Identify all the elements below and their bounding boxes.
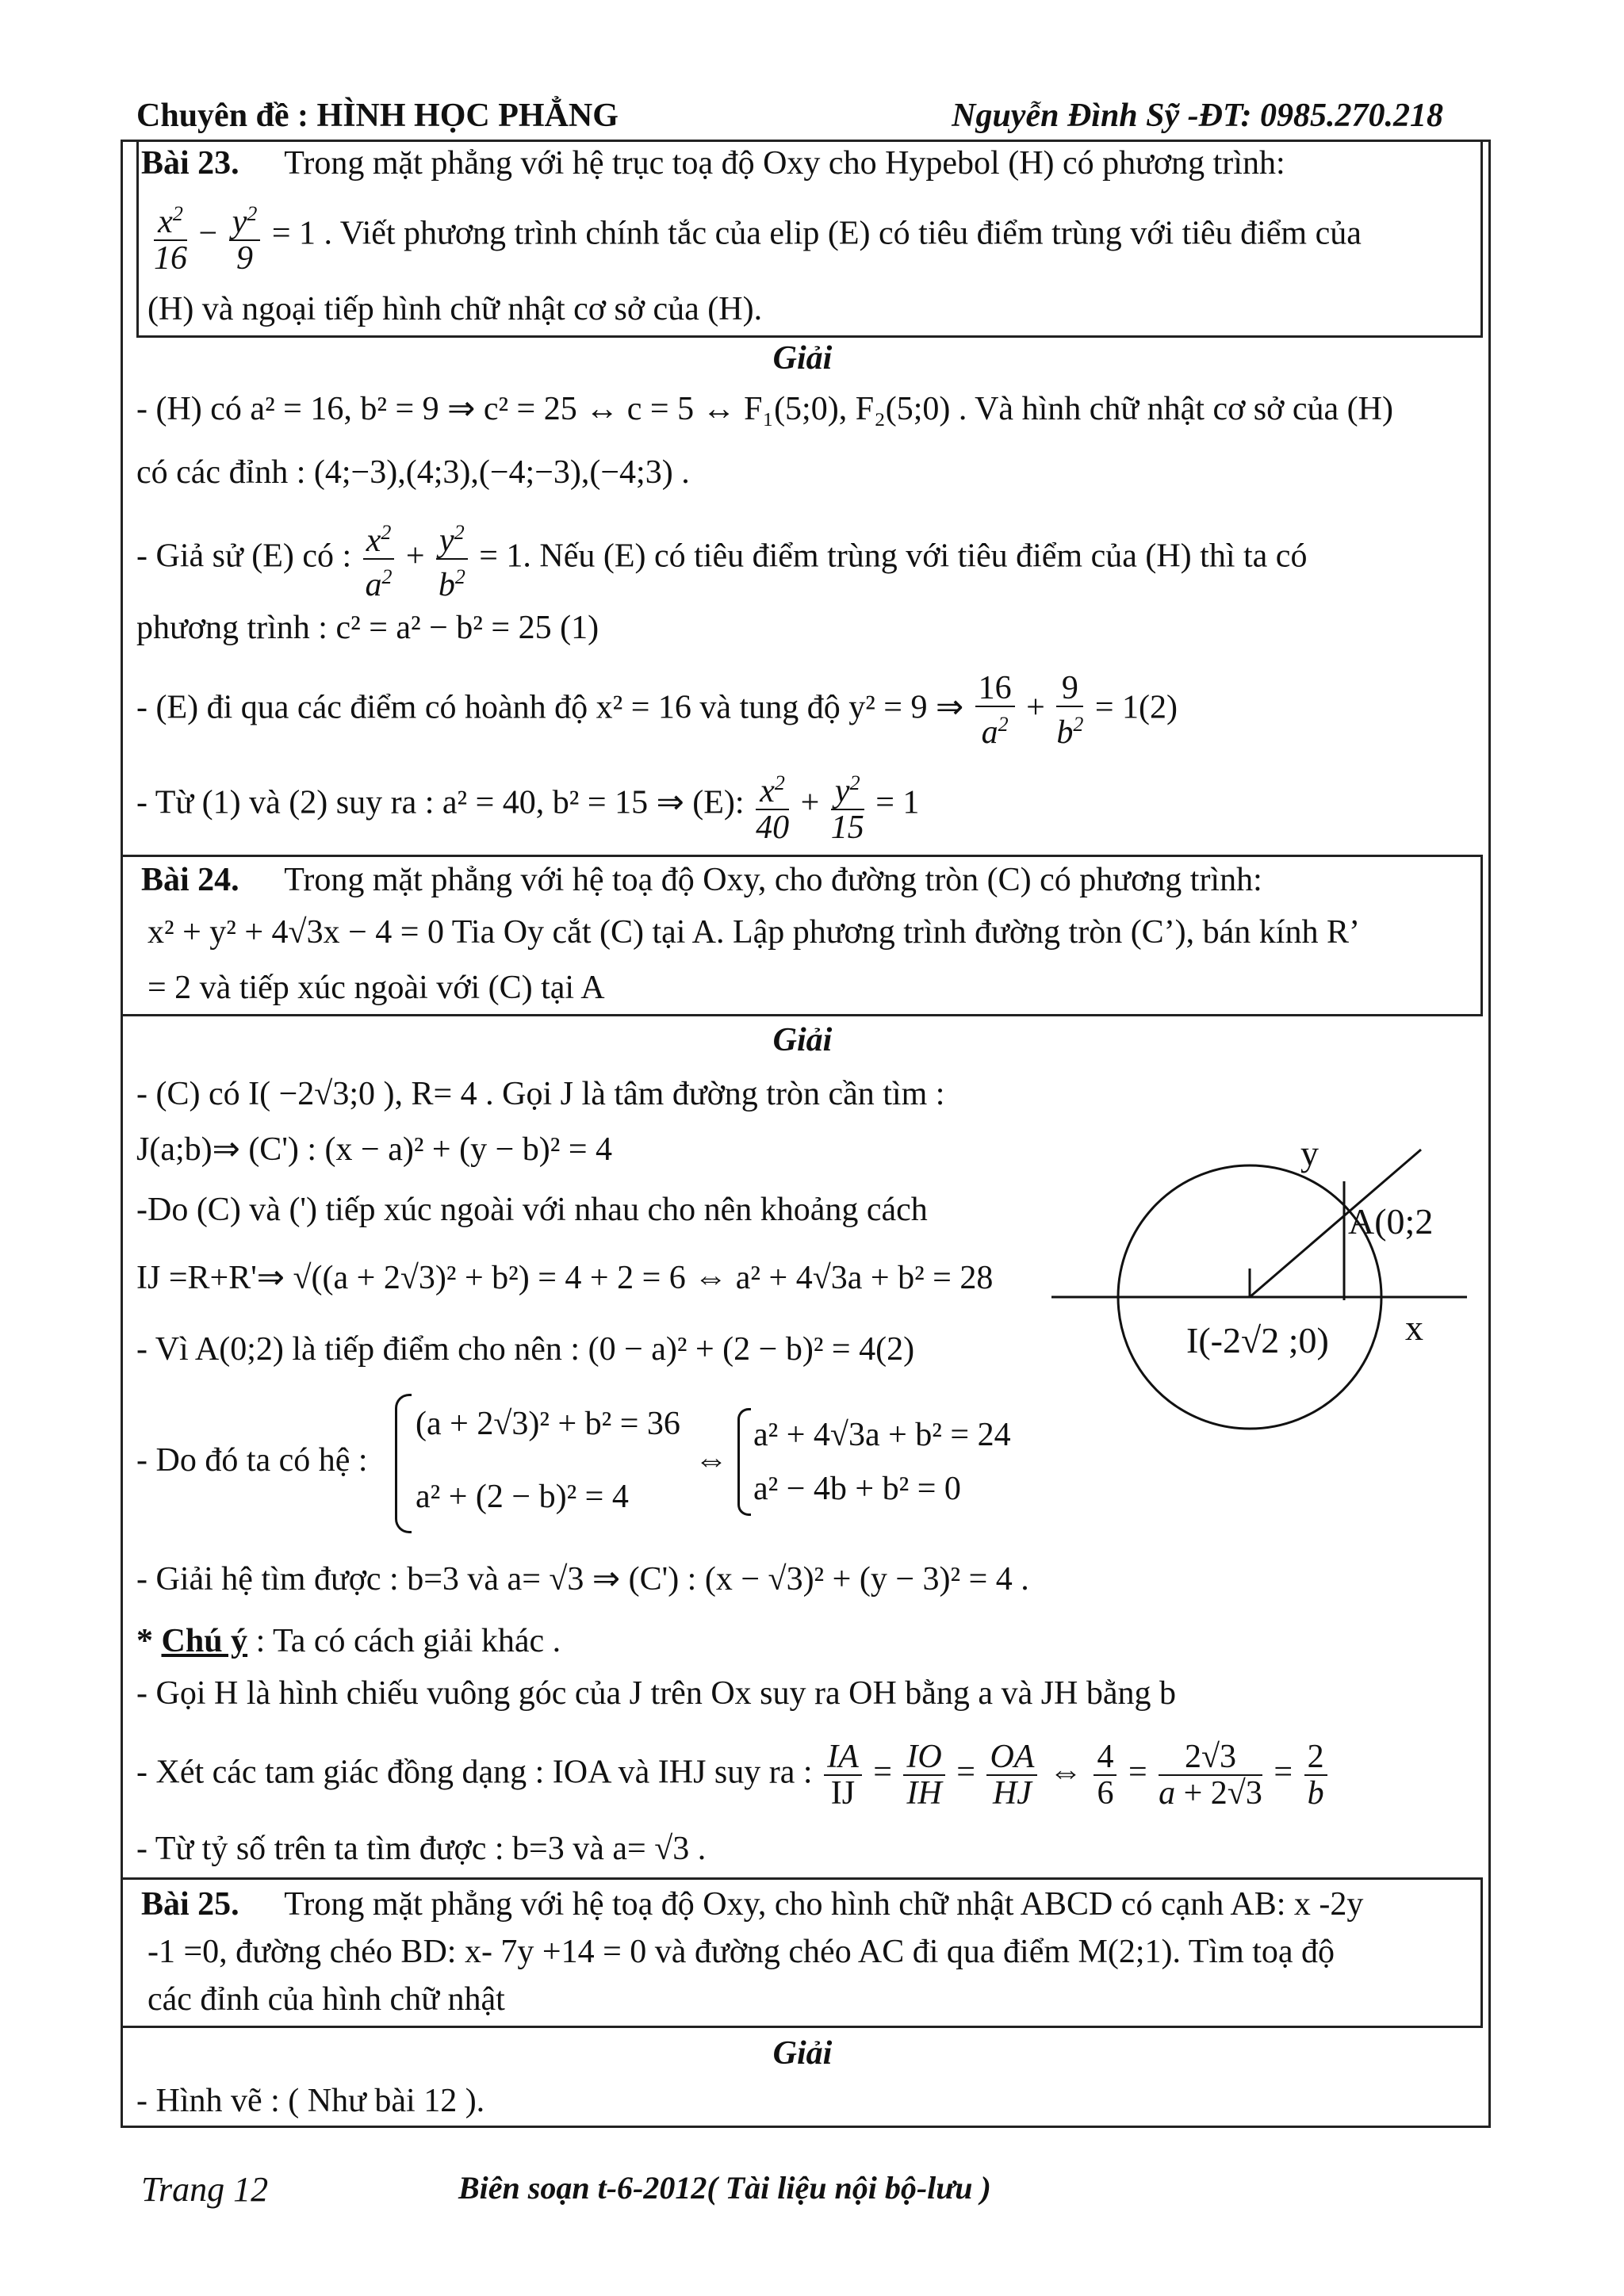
page-number: Trang 12: [141, 2170, 269, 2209]
fraction-y2-15: $\frac{y^2}{15}$: [831, 766, 864, 845]
sol23-line6: - Từ (1) và (2) suy ra : a² = 40, b² = 15 ⇒ (E): $\frac{x^2}{40}$ + $\frac{y^2}{15}$ = 1: [136, 766, 919, 845]
system1-eq1: (a + 2√3)² + b² = 36: [416, 1406, 680, 1442]
sol24-line7: - Giải hệ tìm được : b=3 và a= √3 ⇒ (C') : (x − √3)² + (y − 3)² = 4 .: [136, 1561, 1029, 1598]
sol25-line1: - Hình vẽ : ( Như bài 12 ).: [136, 2083, 485, 2119]
system1-eq2: a² + (2 − b)² = 4: [416, 1479, 629, 1515]
problem-23-text3: (H) và ngoại tiếp hình chữ nhật cơ sở của (H).: [147, 291, 763, 327]
problem-23-text1: Trong mặt phẳng với hệ trục toạ độ Oxy cho Hypebol (H) có phương trình:: [284, 145, 1285, 182]
fraction-9-b2: $\frac{9}{b^2}$: [1056, 670, 1084, 751]
sol24-line1: - (C) có I( −2√3;0 ), R= 4 . Gọi J là tâm đường tròn cần tìm :: [136, 1076, 945, 1112]
system2-eq1: a² + 4√3a + b² = 24: [753, 1417, 1011, 1453]
problem-23-line2: $\frac{x^2}{16}$ − $\frac{y^2}{9}$ = 1 . Viết phương trình chính tắc của elip (E) có tiêu điểm trùng với tiêu điểm của: [151, 197, 1362, 276]
sol23-line5b: = 1(2): [1094, 689, 1178, 726]
fraction-oa-hj: $\frac{OA}{HJ}$: [986, 1739, 1037, 1811]
sol24-line10: - Từ tỷ số trên ta tìm được : b=3 và a= √3 .: [136, 1831, 707, 1867]
solution-heading-23: Giải: [772, 340, 833, 377]
label-y: y: [1300, 1134, 1319, 1173]
sol24-line6a: - Do đó ta có hệ :: [136, 1442, 368, 1479]
solution-heading-25: Giải: [772, 2035, 833, 2072]
sol24-note: [136, 1621, 561, 1662]
sol23-line3b: = 1. Nếu (E) có tiêu điểm trùng với tiêu điểm của (H) thì ta có: [479, 538, 1308, 575]
fraction-y2-9: $\frac{y^2}{9}$: [229, 197, 261, 276]
fraction-io-ih: $\frac{IO}{IH}$: [903, 1739, 944, 1811]
fraction-2-b: $\frac{2}{b}$: [1304, 1739, 1327, 1811]
system-brace-right: [737, 1408, 751, 1516]
sol24-line5: - Vì A(0;2) là tiếp điểm cho nên : (0 − a)² + (2 − b)² = 4(2): [136, 1331, 915, 1368]
sol24-line2: J(a;b)⇒ (C') : (x − a)² + (y − b)² = 4: [136, 1131, 613, 1168]
problem-24-text3: = 2 và tiếp xúc ngoài với (C) tại A: [147, 970, 605, 1006]
problem-24-line1: [141, 859, 1262, 901]
geometry-figure: [1039, 1134, 1483, 1435]
page-header-right: Nguyễn Đình Sỹ -ĐT: 0985.270.218: [952, 98, 1443, 134]
fraction-y2-b2: $\frac{y^2}{b^2}$: [436, 515, 468, 603]
label-x: x: [1405, 1307, 1423, 1348]
problem-25-text2: -1 =0, đường chéo BD: x- 7y +14 = 0 và đường chéo AC đi qua điểm M(2;1). Tìm toạ độ: [147, 1934, 1335, 1970]
sol23-line6a: - Từ (1) và (2) suy ra : a² = 40, b² = 15 ⇒ (E):: [136, 784, 745, 821]
system-brace-left: [395, 1394, 412, 1533]
fraction-ia-ij: $\frac{IA}{IJ}$: [824, 1739, 862, 1811]
label-i: I(-2√2 ;0): [1186, 1320, 1329, 1360]
fraction-4-6: $\frac{4}{6}$: [1094, 1739, 1116, 1811]
sol23-line5: - (E) đi qua các điểm có hoành độ x² = 16 và tung độ y² = 9 ⇒ $\frac{16}{a^2}$ + $\frac{9}{b^2}$ = 1(2): [136, 670, 1178, 751]
problem-24-text1: Trong mặt phẳng với hệ toạ độ Oxy, cho đường tròn (C) có phương trình:: [284, 862, 1262, 898]
fraction-x2-16: $\frac{x^2}{16}$: [154, 197, 187, 276]
sol23-line3: - Giả sử (E) có : $\frac{x^2}{a^2}$ + $\frac{y^2}{b^2}$ = 1. Nếu (E) có tiêu điểm trùng với tiêu điểm của (H) thì ta có: [136, 515, 1307, 603]
label-a: A(0;2: [1348, 1201, 1434, 1242]
problem-23-text2: = 1 . Viết phương trình chính tắc của elip (E) có tiêu điểm trùng với tiêu điểm của: [271, 215, 1362, 252]
fraction-x2-40: $\frac{x^2}{40}$: [756, 766, 789, 845]
sol24-line9: - Xét các tam giác đồng dạng : IOA và IHJ suy ra : $\frac{IA}{IJ}$ = $\frac{IO}{IH}$ = $\frac{OA}{HJ}$ ⇔ $\frac{4}{6}$ = $\frac{2√3}{a + 2√3}$ = $\frac{2}{b}$: [136, 1739, 1331, 1811]
problem-24-title: Bài 24.: [141, 862, 239, 898]
sol23-line6b: = 1: [875, 784, 920, 821]
fraction-16-a2: $\frac{16}{a^2}$: [975, 671, 1015, 750]
page-header-left: Chuyên đề : HÌNH HỌC PHẲNG: [136, 98, 619, 134]
sol23-line3a: - Giả sử (E) có :: [136, 538, 352, 575]
problem-25-line1: [141, 1884, 1363, 1925]
sol24-line4: IJ =R+R'⇒ √((a + 2√3)² + b²) = 4 + 2 = 6 ⇔ a² + 4√3a + b² = 28: [136, 1260, 994, 1296]
sol24-line8: - Gọi H là hình chiếu vuông góc của J trên Ox suy ra OH bằng a và JH bằng b: [136, 1675, 1177, 1712]
problem-23-line1: [141, 143, 1285, 184]
fraction-2r3-sum: $\frac{2√3}{a + 2√3}$: [1159, 1739, 1262, 1812]
problem-23-title: Bài 23.: [141, 145, 239, 182]
sol24-line3: -Do (C) và (') tiếp xúc ngoài với nhau cho nên khoảng cách: [136, 1192, 928, 1228]
note-text: : Ta có cách giải khác .: [247, 1623, 561, 1659]
problem-25-text3: các đỉnh của hình chữ nhật: [147, 1981, 505, 2018]
sol23-line5a: - (E) đi qua các điểm có hoành độ x² = 16 và tung độ y² = 9 ⇒: [136, 689, 964, 726]
problem-24-text2: x² + y² + 4√3x − 4 = 0 Tia Oy cắt (C) tại A. Lập phương trình đường tròn (C’), bán kính R’: [147, 914, 1360, 951]
sol23-line1: - (H) có a² = 16, b² = 9 ⇒ c² = 25 ↔ c = 5 ↔ F₁(5;0), F₂(5;0) . Và hình chữ nhật cơ sở của (H): [136, 391, 1393, 427]
sol23-line4: phương trình : c² = a² − b² = 25 (1): [136, 610, 599, 646]
fraction-x2-a2: $\frac{x^2}{a^2}$: [363, 515, 395, 603]
note-star: *: [136, 1623, 162, 1659]
sol23-line2: có các đỉnh : (4;−3),(4;3),(−4;−3),(−4;3) .: [136, 454, 690, 491]
equivalence-arrow: ⇔: [695, 1442, 728, 1479]
problem-25-text1: Trong mặt phẳng với hệ toạ độ Oxy, cho hình chữ nhật ABCD có cạnh AB: x -2y: [284, 1886, 1364, 1923]
solution-heading-24: Giải: [772, 1022, 833, 1058]
note-label: Chú ý: [161, 1623, 248, 1659]
system2-eq2: a² − 4b + b² = 0: [753, 1471, 961, 1507]
sol24-line9a: - Xét các tam giác đồng dạng : IOA và IHJ suy ra :: [136, 1754, 813, 1791]
problem-25-title: Bài 25.: [141, 1886, 239, 1923]
footer-note: Biên soạn t-6-2012( Tài liệu nội bộ-lưu ): [458, 2170, 991, 2206]
